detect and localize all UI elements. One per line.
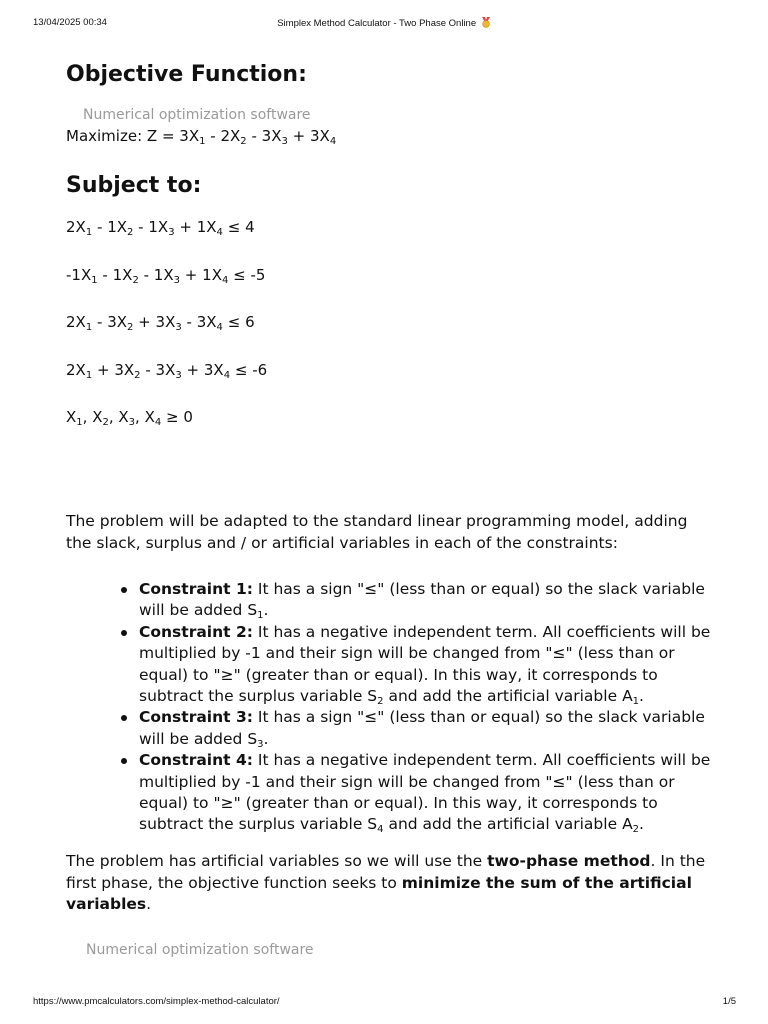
- ad-label-top[interactable]: Numerical optimization software: [83, 107, 311, 123]
- print-date: 13/04/2025 00:34: [33, 17, 107, 28]
- print-header: [0, 17, 768, 31]
- nonnegativity-constraint: $X_1$, $X_2$, $X_3$, $X_4 \ge 0$: [66, 408, 193, 428]
- objective-var: Z: [146, 127, 158, 145]
- objective-term: $3X_3$: [261, 127, 288, 147]
- document-title-bar: [0, 17, 768, 29]
- objective-term: $3X_4$: [310, 127, 337, 147]
- objective-function: Maximize: $Z = 3X_1 - 2X_2 - 3X_3 + 3X_4$: [66, 127, 337, 147]
- constraint-row: $2X_1 + 3X_2 - 3X_3 + 3X_4 \le -6$: [66, 361, 268, 381]
- page-number: 1/5: [722, 996, 736, 1007]
- list-item: Constraint 1: It has a sign "≤" (less than or equal) so the slack variable will be added $S_1$.: [139, 579, 719, 622]
- objective-heading: Objective Function:: [66, 62, 307, 87]
- constraint-row: $2X_1 - 3X_2 + 3X_3 - 3X_4 \le 6$: [66, 313, 255, 333]
- objective-term: $3X_1$: [179, 127, 206, 147]
- footer-url[interactable]: https://www.pmcalculators.com/simplex-method-calculator/: [33, 996, 280, 1007]
- objective-sense: Maximize: [66, 127, 138, 145]
- conclusion-paragraph: The problem has artificial variables so we will use the two-phase method. In the first phase, the objective function seeks to minimize the sum of the artificial variables.: [66, 852, 706, 913]
- list-item: Constraint 4: It has a negative independent term. All coefficients will be multiplied by -1 and their sign will be changed from "≤" (less than or equal) to "≥" (greater than or equal). In this way, it corresponds to subtract the surplus variable $S_4$ and add the artificial variable $A_2$.: [139, 750, 719, 836]
- ad-label-bottom[interactable]: Numerical optimization software: [86, 942, 314, 958]
- constraint-explanations: [139, 579, 719, 836]
- document-title: Simplex Method Calculator - Two Phase Online: [277, 18, 477, 29]
- objective-term: $2X_2$: [220, 127, 247, 147]
- constraint-row: $2X_1 - 1X_2 - 1X_3 + 1X_4 \le 4$: [66, 218, 255, 238]
- constraint-row: $-1X_1 - 1X_2 - 1X_3 + 1X_4 \le -5$: [66, 266, 266, 286]
- list-item: Constraint 3: It has a sign "≤" (less than or equal) so the slack variable will be added $S_3$.: [139, 707, 719, 750]
- intro-paragraph: The problem will be adapted to the standard linear programming model, adding the slack, surplus and / or artificial variables in each of the constraints:: [66, 512, 688, 552]
- medal-icon: [481, 17, 491, 28]
- constraints-heading: Subject to:: [66, 173, 202, 198]
- list-item: Constraint 2: It has a negative independent term. All coefficients will be multiplied by -1 and their sign will be changed from "≤" (less than or equal) to "≥" (greater than or equal). In this way, it corresponds to subtract the surplus variable $S_2$ and add the artificial variable $A_1$.: [139, 622, 719, 708]
